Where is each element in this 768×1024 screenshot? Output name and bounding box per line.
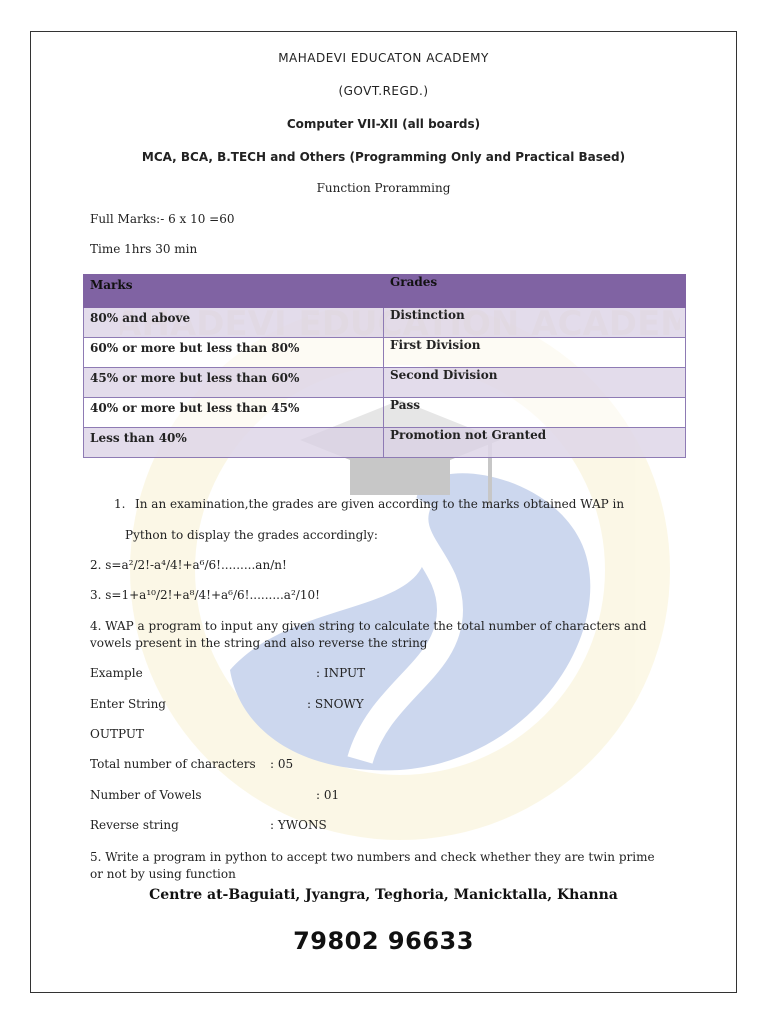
marks-cell: Less than 40% — [84, 428, 384, 458]
table-row — [84, 428, 686, 458]
question-1-number: 1. — [114, 497, 126, 511]
header-grades: Grades — [384, 275, 686, 308]
example-label: Example — [90, 666, 143, 680]
header-marks: Marks — [84, 275, 384, 308]
topic-title: Function Proramming — [316, 181, 451, 195]
total-characters-value: : 05 — [270, 757, 294, 771]
question-5: 5. Write a program in python to accept two numbers and check whether they are twin prime or not by using function — [90, 850, 655, 881]
full-marks: Full Marks:- 6 x 10 =60 — [90, 212, 235, 226]
enter-string-label: Enter String — [90, 697, 166, 711]
academy-name: MAHADEVI EDUCATON ACADEMY — [278, 51, 489, 65]
grades-table — [83, 274, 686, 458]
marks-cell: 40% or more but less than 45% — [84, 398, 384, 428]
table-row — [84, 338, 686, 368]
marks-cell: 45% or more but less than 60% — [84, 368, 384, 398]
reverse-string-value: : YWONS — [270, 818, 327, 832]
question-1-line-1: In an examination,the grades are given according to the marks obtained WAP in — [135, 497, 625, 511]
phone-number: 79802 96633 — [293, 927, 474, 955]
marks-cell: 60% or more but less than 80% — [84, 338, 384, 368]
table-row — [84, 308, 686, 338]
grade-cell: Promotion not Granted — [384, 428, 686, 458]
question-3: 3. s=1+a¹⁰/2!+a⁸/4!+a⁶/6!.........a²/10! — [90, 588, 320, 602]
example-value: : INPUT — [316, 666, 366, 680]
grade-cell: Second Division — [384, 368, 686, 398]
centre-locations: Centre at-Baguiati, Jyangra, Teghoria, Manicktalla, Khanna — [149, 887, 618, 903]
grade-cell: Distinction — [384, 308, 686, 338]
grade-cell: Pass — [384, 398, 686, 428]
table-header-row — [84, 275, 686, 308]
enter-string-value: : SNOWY — [307, 697, 364, 711]
question-1-line-2: Python to display the grades accordingly: — [125, 528, 378, 542]
output-label: OUTPUT — [90, 727, 144, 741]
table-row — [84, 398, 686, 428]
time-allowed: Time 1hrs 30 min — [90, 242, 198, 256]
courses-title: MCA, BCA, B.TECH and Others (Programming Only and Practical Based) — [141, 150, 626, 164]
total-characters-label: Total number of characters — [90, 757, 256, 771]
reverse-string-label: Reverse string — [90, 818, 179, 832]
vowels-value: : 01 — [316, 788, 340, 802]
subject-title: Computer VII-XII (all boards) — [286, 117, 481, 131]
marks-cell: 80% and above — [84, 308, 384, 338]
vowels-label: Number of Vowels — [90, 788, 202, 802]
registration-text: (GOVT.REGD.) — [338, 84, 429, 98]
question-2: 2. s=a²/2!-a⁴/4!+a⁶/6!.........an/n! — [90, 558, 287, 572]
question-4: 4. WAP a program to input any given string to calculate the total number of characters and vowels present in the string and also reverse the string — [90, 619, 647, 650]
table-row — [84, 368, 686, 398]
grade-cell: First Division — [384, 338, 686, 368]
